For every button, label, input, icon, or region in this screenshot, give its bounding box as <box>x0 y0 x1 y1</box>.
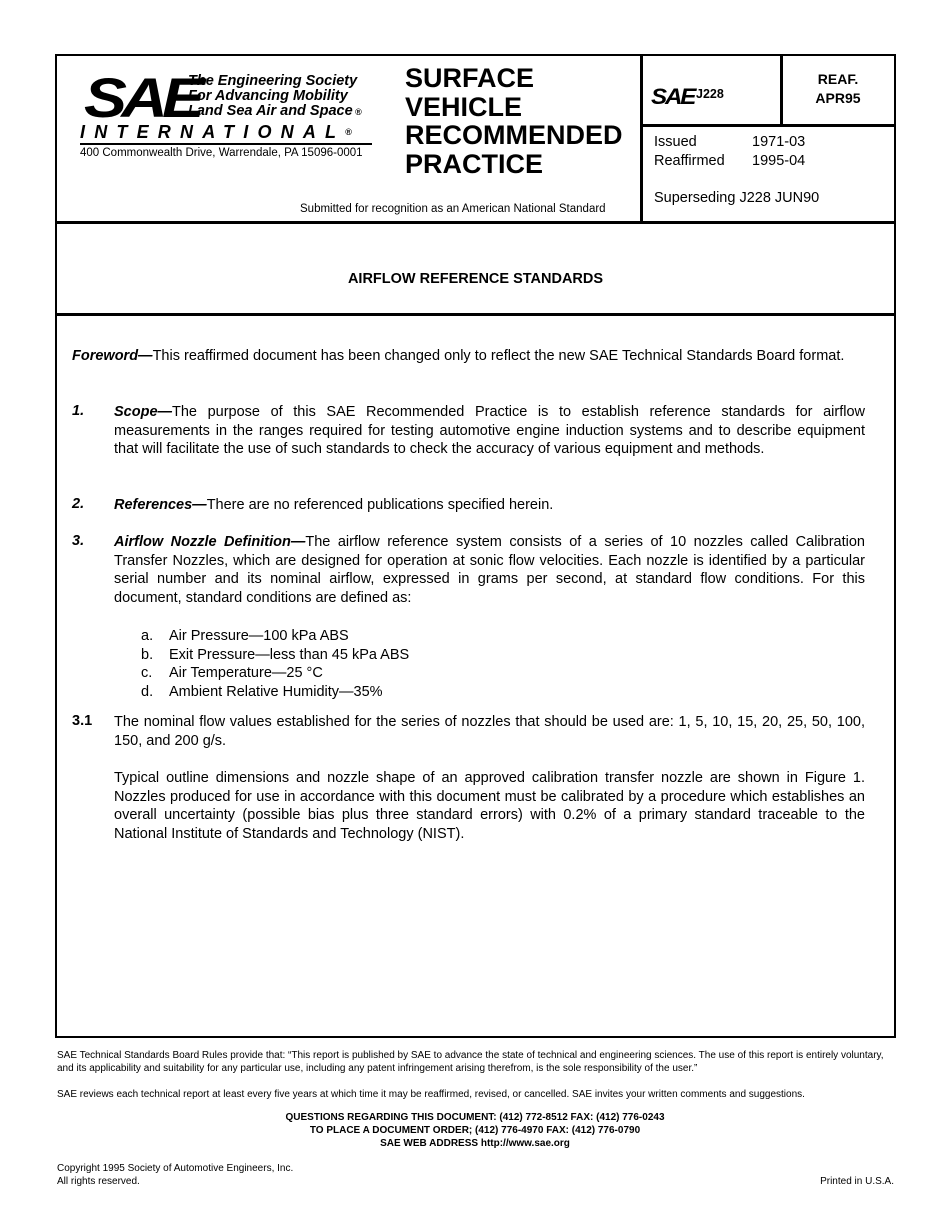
title-divider <box>55 313 896 316</box>
document-number: J228 <box>696 87 724 101</box>
document-title: AIRFLOW REFERENCE STANDARDS <box>347 271 604 287</box>
address-rule <box>80 143 372 145</box>
reaffirmed-row: Reaffirmed 1995-04 <box>654 153 806 169</box>
sae-small-logo: SAE <box>651 84 695 109</box>
section-3-number: 3. <box>72 533 85 549</box>
superseding-note: Superseding J228 JUN90 <box>654 190 820 206</box>
docnum-divider <box>640 124 896 127</box>
society-tagline: The Engineering Society For Advancing Mobility Land Sea Air and Space ® <box>188 73 362 119</box>
section-3-1-paragraph-2: Typical outline dimensions and nozzle shape of an approved calibration transfer nozzle are shown in Figure 1. Nozzles produced for use in accordance with this document must be calibrated by a procedure which establishes an overall uncertainty (possible bias plus three standard errors) with 0.2% of a primary standard traceable to the National Institute of Standards and Technology (NIST). <box>114 770 865 842</box>
printed-in: Printed in U.S.A. <box>820 1176 894 1187</box>
list-item: c. Air Temperature—25 °C <box>141 665 323 682</box>
section-2-paragraph: References—There are no referenced publications specified herein. <box>114 497 554 513</box>
section-1-paragraph: Scope—The purpose of this SAE Recommended Practice is to establish reference standards for airflow measurements in the ranges required for testing automotive engine induction systems and to describe equipment that will facilitate the use of such standards to check the accuracy of various equipment and methods. <box>114 404 865 458</box>
sae-logo: SAE <box>84 66 200 129</box>
review-note: SAE reviews each technical report at least every five years at which time it may be reaffirmed, revised, or cancelled. SAE invites your written comments and suggestions. <box>57 1089 805 1100</box>
issued-row: Issued 1971-03 <box>654 134 806 150</box>
questions-contact: QUESTIONS REGARDING THIS DOCUMENT: (412) 772-8512 FAX: (412) 776-0243 <box>285 1112 665 1123</box>
list-item: a. Air Pressure—100 kPa ABS <box>141 628 349 644</box>
reaffirmation-code: REAF. APR95 <box>815 71 861 106</box>
copyright: Copyright 1995 Society of Automotive Engineers, Inc. <box>57 1163 294 1174</box>
header-vertical-divider <box>640 54 643 223</box>
section-3-1-paragraph: The nominal flow values established for the series of nozzles that should be used are: 1, 5, 10, 15, 20, 25, 50, 100, 150, and 200 g/s. <box>114 714 865 749</box>
order-contact: TO PLACE A DOCUMENT ORDER; (412) 776-4970 FAX: (412) 776-0790 <box>309 1125 641 1136</box>
section-1-number: 1. <box>72 403 85 419</box>
header-divider <box>55 221 896 224</box>
sae-address: 400 Commonwealth Drive, Warrendale, PA 15096-0001 <box>80 147 363 159</box>
section-3-paragraph: Airflow Nozzle Definition—The airflow reference system consists of a series of 10 nozzles called Calibration Transfer Nozzles, which are designed for operation at sonic flow velocities. Each nozzle is identified by a particular serial number and its nominal airflow, expressed in grams per second, at standard flow conditions. For this document, standard conditions are defined as: <box>114 534 865 606</box>
international-wordmark: INTERNATIONAL® <box>80 122 352 142</box>
list-item: b. Exit Pressure—less than 45 kPa ABS <box>141 646 410 663</box>
list-item: d. Ambient Relative Humidity—35% <box>141 683 383 700</box>
standard-conditions-list <box>141 627 409 701</box>
section-3-1-number: 3.1 <box>72 713 93 729</box>
standards-board-rules: SAE Technical Standards Board Rules provide that: “This report is published by SAE to advance the state of technical and engineering sciences. The use of this report is entirely voluntary, and its applicability and suitability for any particular use, including any patent infringement arising therefrom, is the sole responsibility of the user.” <box>57 1050 884 1074</box>
web-address: SAE WEB ADDRESS http://www.sae.org <box>380 1138 570 1149</box>
document-category: SURFACE VEHICLE RECOMMENDED PRACTICE <box>405 63 623 179</box>
section-2-number: 2. <box>72 496 85 512</box>
rights-reserved: All rights reserved. <box>57 1176 140 1187</box>
ans-submission-note: Submitted for recognition as an American National Standard <box>300 203 606 215</box>
foreword-paragraph: Foreword—This reaffirmed document has been changed only to reflect the new SAE Technical Standards Board format. <box>72 348 845 364</box>
